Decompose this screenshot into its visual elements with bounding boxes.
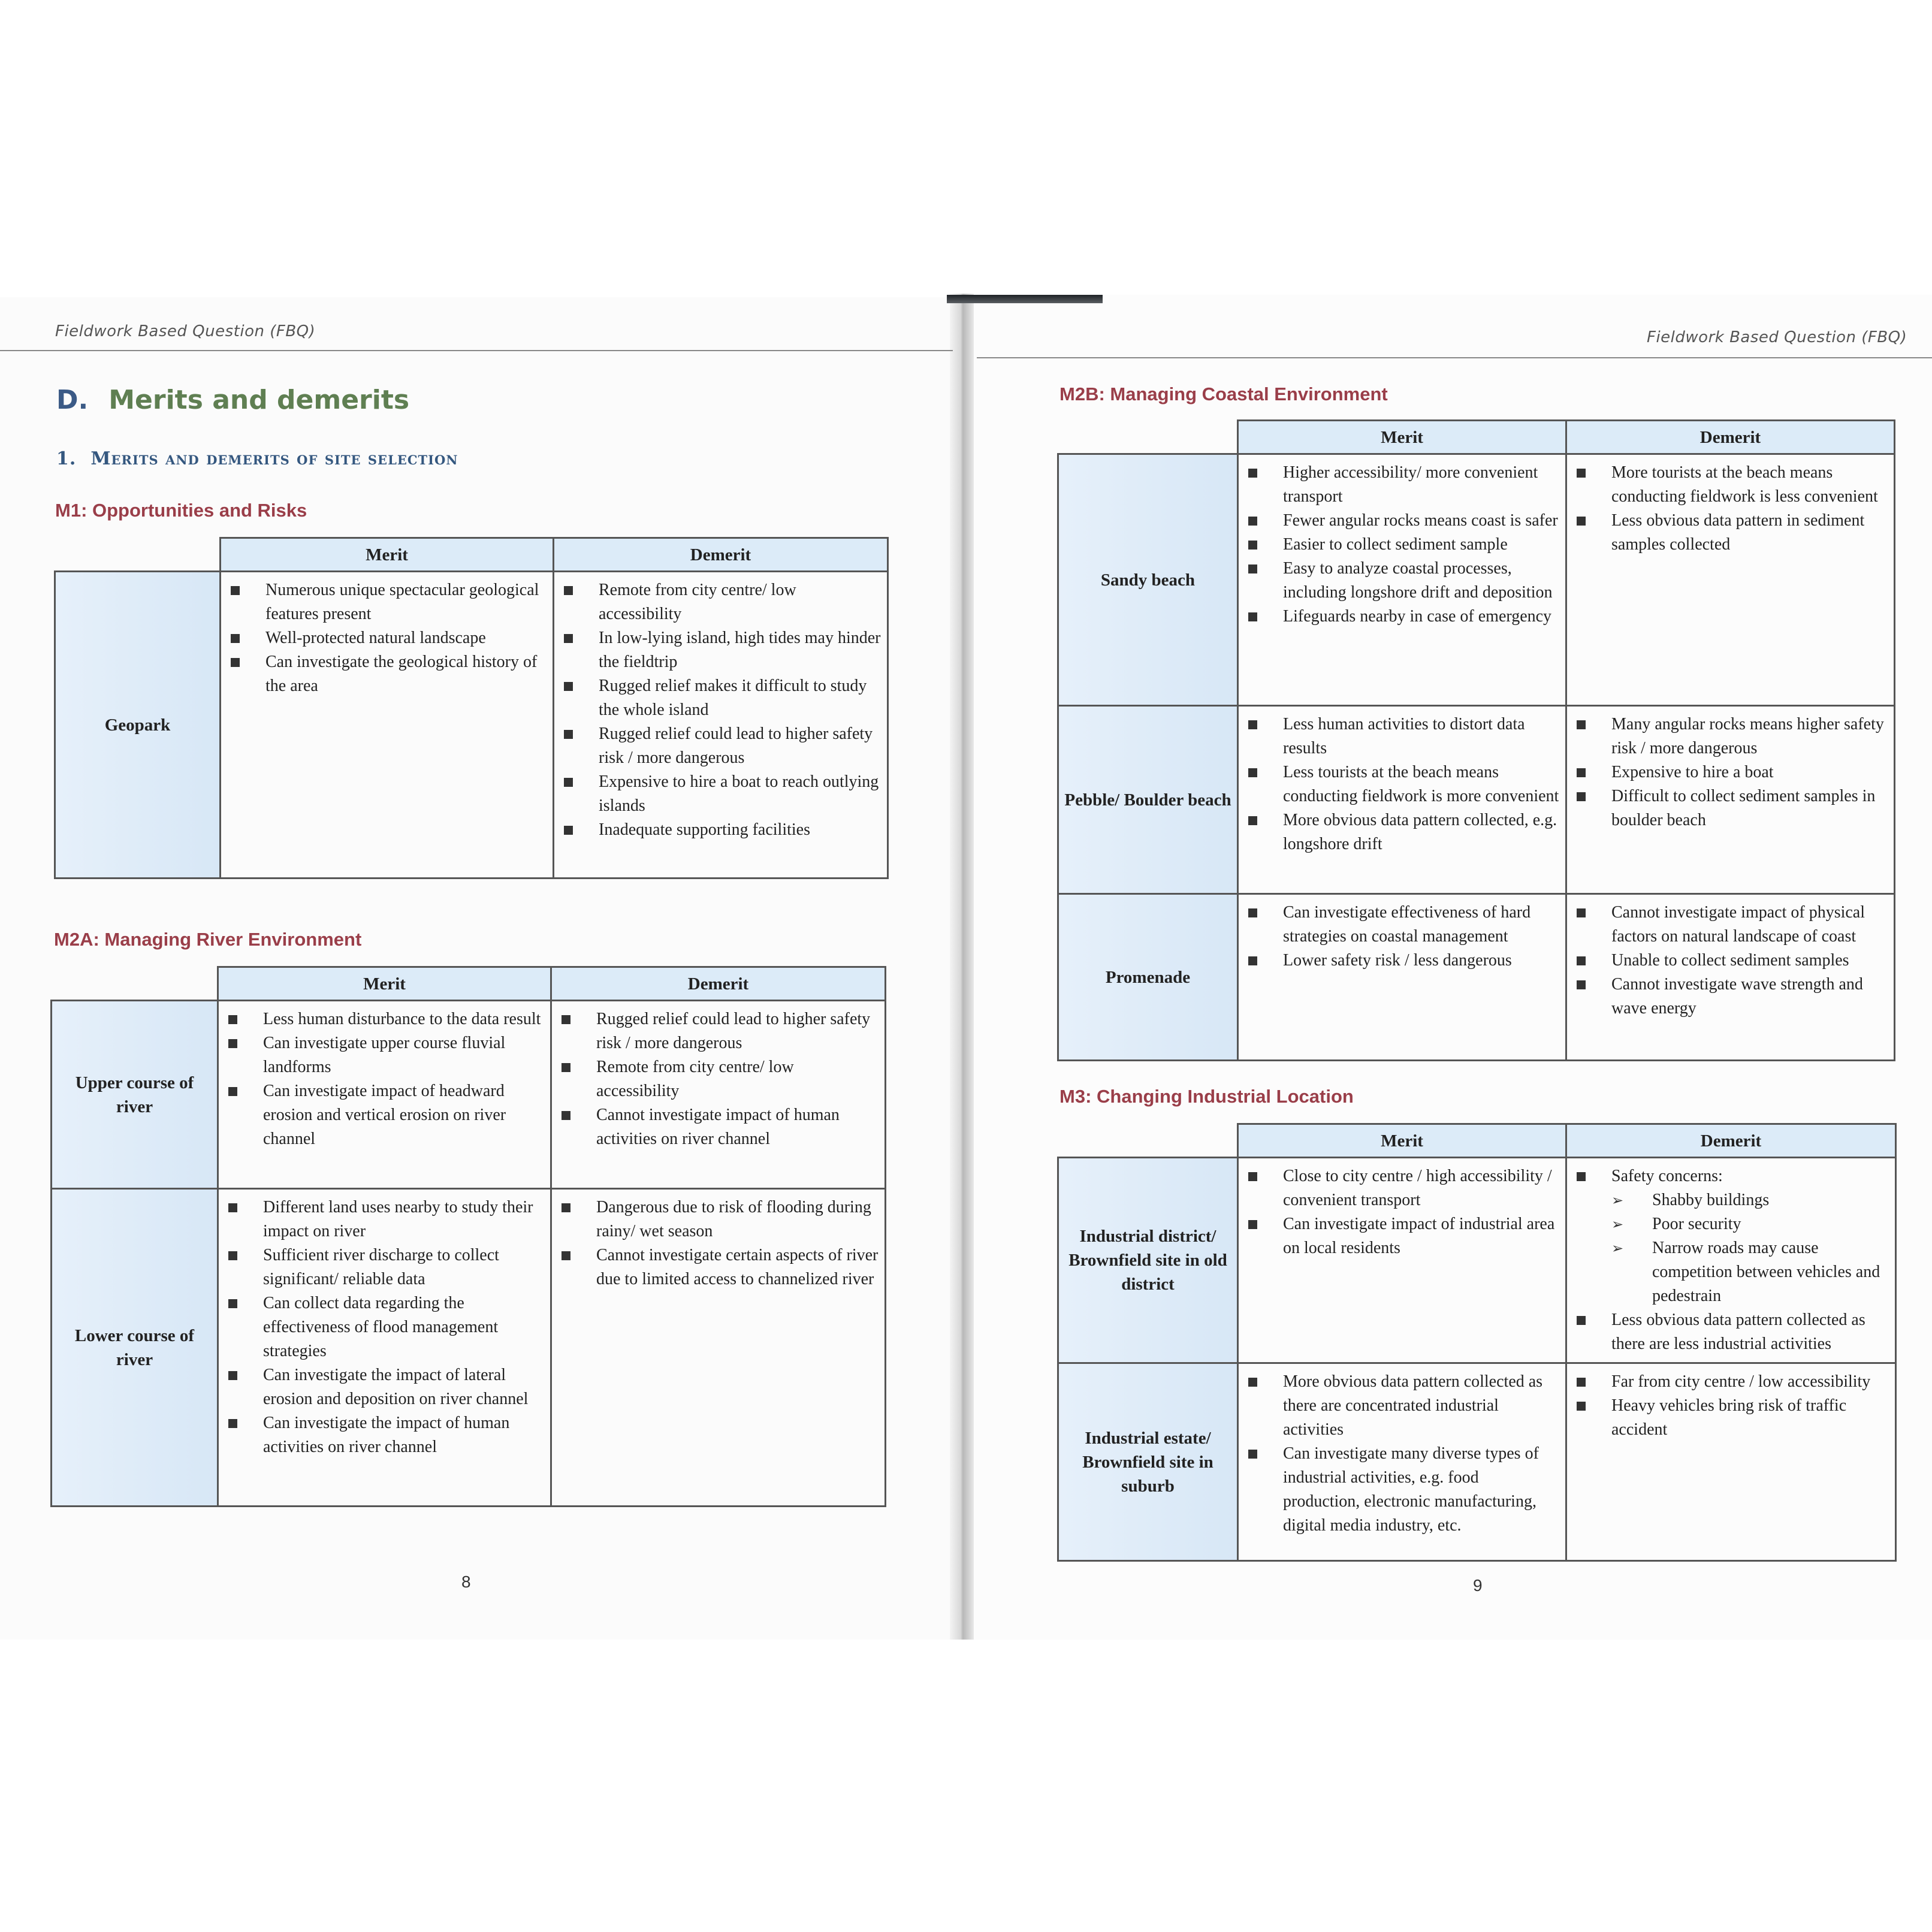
- m2a-upper-merit-cell: [218, 1001, 551, 1189]
- m2b-corner: [1058, 421, 1238, 454]
- list-item: Numerous unique spectacular geological features present: [230, 578, 547, 626]
- list-item: Different land uses nearby to study their impact on river: [227, 1196, 544, 1243]
- m3-col-merit: Merit: [1238, 1124, 1566, 1158]
- sub-list-item: ➢ Narrow roads may cause competition between vehicles and pedestrain: [1611, 1236, 1889, 1308]
- list-item: Less obvious data pattern in sediment samples collected: [1575, 509, 1888, 557]
- list-item: Sufficient river discharge to collect significant/ reliable data: [227, 1243, 544, 1291]
- list-item: Can collect data regarding the effectiveness of flood management strategies: [227, 1291, 544, 1363]
- sub-list-item: ➢ Poor security: [1611, 1212, 1889, 1236]
- subsection-title: [56, 448, 458, 469]
- list-item: Well-protected natural landscape: [230, 626, 547, 650]
- list-item: Remote from city centre/ low accessibility: [563, 578, 881, 626]
- list-item: Can investigate the impact of lateral erosion and deposition on river channel: [227, 1363, 544, 1411]
- m1-table: [54, 537, 889, 879]
- m3-estate-demerit-cell: [1566, 1363, 1896, 1561]
- subsection-number: 1.: [56, 448, 77, 469]
- m2a-row-label-upper: Upper course of river: [52, 1001, 218, 1189]
- list-item: Inadequate supporting facilities: [563, 818, 881, 842]
- m3-table: [1057, 1123, 1897, 1562]
- m2b-pebble-merit-cell: [1238, 706, 1566, 894]
- list-item: Less obvious data pattern collected as there are less industrial activities: [1575, 1308, 1889, 1356]
- m3-corner: [1058, 1124, 1238, 1158]
- list-item: More obvious data pattern collected, e.g. longshore drift: [1247, 808, 1559, 856]
- list-item: Less human activities to distort data results: [1247, 713, 1559, 760]
- m2b-row-label-pebble: Pebble/ Boulder beach: [1058, 706, 1238, 894]
- left-page: [0, 0, 959, 1932]
- list-item: More tourists at the beach means conducting fieldwork is less convenient: [1575, 461, 1888, 509]
- m2b-row-label-sandy: Sandy beach: [1058, 454, 1238, 706]
- section-letter: D.: [56, 385, 89, 415]
- list-item: Dangerous due to risk of flooding during rainy/ wet season: [560, 1196, 879, 1243]
- safety-concerns-heading: Safety concerns:: [1611, 1167, 1723, 1185]
- m1-col-demerit: Demerit: [554, 538, 888, 572]
- list-item: Many angular rocks means higher safety risk / more dangerous: [1575, 713, 1888, 760]
- m2b-title: M2B: Managing Coastal Environment: [1059, 384, 1388, 404]
- m2b-sandy-merit-cell: [1238, 454, 1566, 706]
- m3-col-demerit: Demerit: [1566, 1124, 1896, 1158]
- list-item: Expensive to hire a boat: [1575, 760, 1888, 784]
- list-item: Remote from city centre/ low accessibility: [560, 1055, 879, 1103]
- list-item: Cannot investigate impact of physical factors on natural landscape of coast: [1575, 901, 1888, 949]
- list-item: Rugged relief could lead to higher safety risk / more dangerous: [560, 1007, 879, 1055]
- m3-row-label-estate: Industrial estate/ Brownfield site in suburb: [1058, 1363, 1238, 1561]
- m2a-lower-merit-cell: [218, 1189, 551, 1507]
- m2a-upper-demerit-cell: [551, 1001, 886, 1189]
- list-item: Cannot investigate wave strength and wave energy: [1575, 973, 1888, 1021]
- m3-district-demerit-cell: [1566, 1158, 1896, 1363]
- section-title: [56, 385, 409, 415]
- m2b-col-demerit: Demerit: [1566, 421, 1895, 454]
- header-rule-left: [0, 350, 953, 351]
- m3-district-merit-cell: [1238, 1158, 1566, 1363]
- m3-row-label-district: Industrial district/ Brownfield site in old district: [1058, 1158, 1238, 1363]
- m1-col-merit: Merit: [221, 538, 554, 572]
- list-item: Can investigate upper course fluvial landforms: [227, 1031, 544, 1079]
- list-item: Easy to analyze coastal processes, including longshore drift and deposition: [1247, 557, 1559, 605]
- m2b-promenade-demerit-cell: [1566, 894, 1895, 1061]
- list-item: Difficult to collect sediment samples in boulder beach: [1575, 784, 1888, 832]
- m2b-pebble-demerit-cell: [1566, 706, 1895, 894]
- list-item: [1575, 1164, 1889, 1308]
- list-item: Can investigate many diverse types of industrial activities, e.g. food production, electronic manufacturing, digital media industry, etc.: [1247, 1442, 1559, 1538]
- m2a-corner: [52, 967, 218, 1001]
- list-item: Less tourists at the beach means conducting fieldwork is more convenient: [1247, 760, 1559, 808]
- right-page: [959, 0, 1932, 1932]
- list-item: Can investigate impact of headward erosion and vertical erosion on river channel: [227, 1079, 544, 1151]
- section-title-text: Merits and demerits: [108, 385, 410, 415]
- list-item: Rugged relief could lead to higher safety risk / more dangerous: [563, 722, 881, 770]
- m1-demerit-cell: [554, 572, 888, 879]
- m2b-row-label-promenade: Promenade: [1058, 894, 1238, 1061]
- m2a-table: [50, 966, 886, 1507]
- m2b-table: [1057, 419, 1895, 1061]
- list-item: Less human disturbance to the data result: [227, 1007, 544, 1031]
- m3-estate-merit-cell: [1238, 1363, 1566, 1561]
- list-item: Cannot investigate impact of human activities on river channel: [560, 1103, 879, 1151]
- list-item: More obvious data pattern collected as there are concentrated industrial activities: [1247, 1370, 1559, 1442]
- list-item: Can investigate the impact of human activities on river channel: [227, 1411, 544, 1459]
- list-item: Cannot investigate certain aspects of river due to limited access to channelized river: [560, 1243, 879, 1291]
- m2a-col-merit: Merit: [218, 967, 551, 1001]
- list-item: Unable to collect sediment samples: [1575, 949, 1888, 973]
- sub-list-item: ➢ Shabby buildings: [1611, 1188, 1889, 1212]
- m2a-row-label-lower: Lower course of river: [52, 1189, 218, 1507]
- list-item: Can investigate impact of industrial area on local residents: [1247, 1212, 1559, 1260]
- running-head-right: Fieldwork Based Question (FBQ): [1647, 328, 1907, 346]
- list-item: Can investigate the geological history of the area: [230, 650, 547, 698]
- page-number-left: 8: [461, 1572, 471, 1591]
- subsection-title-text: Merits and demerits of site selection: [90, 448, 458, 469]
- m3-title: M3: Changing Industrial Location: [1059, 1086, 1354, 1107]
- m1-merit-cell: [221, 572, 554, 879]
- m2b-col-merit: Merit: [1238, 421, 1566, 454]
- list-item: Easier to collect sediment sample: [1247, 533, 1559, 557]
- page-number-right: 9: [1473, 1576, 1483, 1595]
- m2a-col-demerit: Demerit: [551, 967, 886, 1001]
- header-rule-right: [977, 357, 1932, 358]
- m1-corner: [55, 538, 221, 572]
- list-item: Lifeguards nearby in case of emergency: [1247, 605, 1559, 629]
- list-item: Far from city centre / low accessibility: [1575, 1370, 1889, 1394]
- list-item: Fewer angular rocks means coast is safer: [1247, 509, 1559, 533]
- running-head-left: Fieldwork Based Question (FBQ): [55, 322, 316, 340]
- list-item: In low-lying island, high tides may hinder the fieldtrip: [563, 626, 881, 674]
- list-item: Lower safety risk / less dangerous: [1247, 949, 1559, 973]
- m2b-promenade-merit-cell: [1238, 894, 1566, 1061]
- m2a-title: M2A: Managing River Environment: [54, 929, 362, 950]
- m2b-sandy-demerit-cell: [1566, 454, 1895, 706]
- list-item: Rugged relief makes it difficult to study the whole island: [563, 674, 881, 722]
- list-item: Heavy vehicles bring risk of traffic accident: [1575, 1394, 1889, 1442]
- m1-title: M1: Opportunities and Risks: [55, 500, 307, 521]
- list-item: Can investigate effectiveness of hard strategies on coastal management: [1247, 901, 1559, 949]
- list-item: Close to city centre / high accessibility / convenient transport: [1247, 1164, 1559, 1212]
- m1-row-label: Geopark: [55, 572, 221, 879]
- m2a-lower-demerit-cell: [551, 1189, 886, 1507]
- list-item: Expensive to hire a boat to reach outlying islands: [563, 770, 881, 818]
- list-item: Higher accessibility/ more convenient transport: [1247, 461, 1559, 509]
